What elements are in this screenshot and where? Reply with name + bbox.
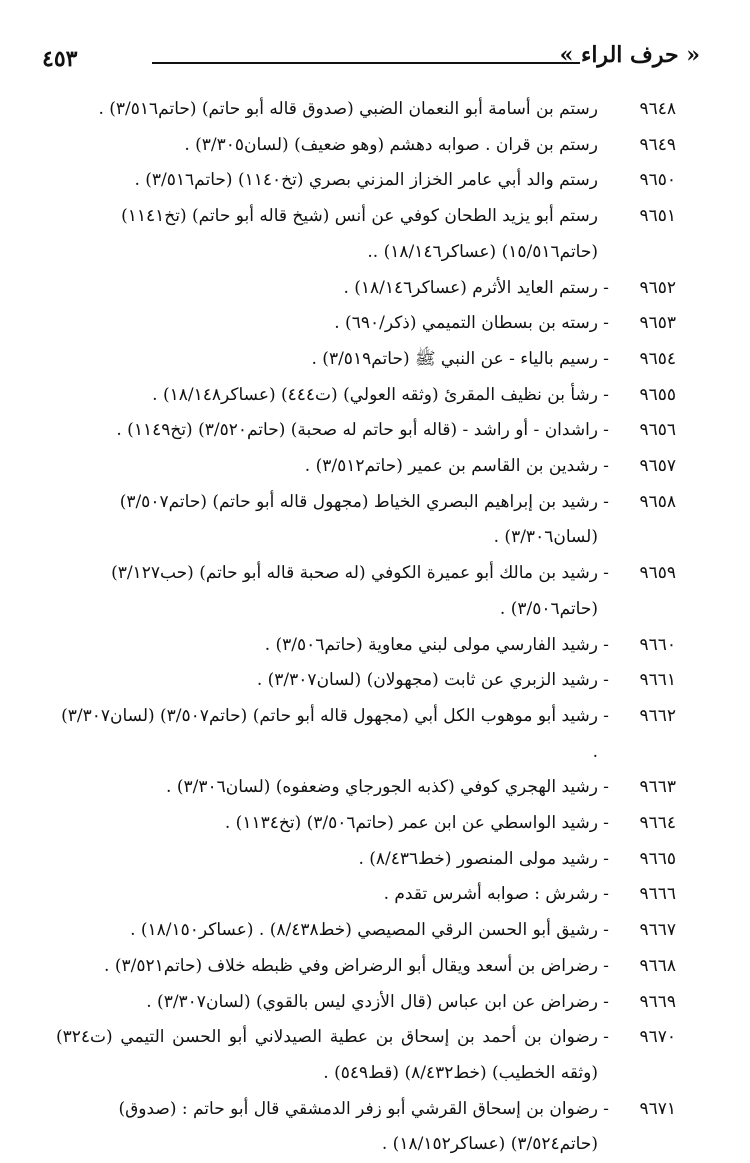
entry-dash: - (603, 420, 609, 441)
entry-number: ٩٦٥٦ (639, 420, 676, 441)
list-item (56, 485, 676, 556)
entry-number: ٩٦٦٦ (639, 884, 676, 905)
list-item (56, 628, 676, 664)
entry-number: ٩٦٧٠ (639, 1027, 676, 1048)
entry-text: رستم والد أبي عامر الخزاز المزني بصري (تخ١١٤٠) (حاتم٣/٥١٦) . (134, 170, 598, 191)
entry-number: ٩٦٥١ (639, 206, 676, 227)
entry-text: رشيد مولى المنصور (خط٨/٤٣٦) . (358, 848, 598, 869)
header-rule (152, 62, 580, 64)
list-item (56, 663, 676, 699)
list-item (56, 199, 676, 270)
entry-dash: - (603, 1098, 609, 1119)
list-item (56, 271, 676, 307)
entry-text: رسته بن بسطان التميمي (ذكر/٦٩٠) . (334, 313, 598, 334)
entry-number: ٩٦٤٨ (639, 99, 676, 119)
list-item (56, 806, 676, 842)
entry-dash: - (603, 634, 609, 655)
list-item (56, 877, 676, 913)
list-item (56, 1092, 676, 1163)
entry-number: ٩٦٦٥ (639, 848, 676, 869)
entry-text: رشدين بن القاسم بن عمير (حاتم٣/٥١٢) . (304, 456, 598, 477)
entry-text: رشيد بن إبراهيم البصري الخياط (مجهول قاله أبو حاتم) (حاتم٣/٥٠٧) (لسان٣/٣٠٦) . (119, 491, 598, 548)
entry-number: ٩٦٦١ (639, 670, 676, 691)
entry-dash: - (603, 277, 609, 298)
list-item (56, 913, 676, 949)
entry-dash: - (603, 920, 609, 941)
entry-text: رستم العايد الأثرم (عساكر١٨/١٤٦) . (343, 277, 598, 298)
list-item (56, 556, 676, 627)
entry-dash: - (603, 813, 609, 834)
entry-number: ٩٦٦٨ (639, 955, 676, 976)
list-item (56, 770, 676, 806)
list-item (56, 842, 676, 878)
entry-number: ٩٦٥٧ (639, 456, 676, 477)
entry-text: رضراض بن أسعد ويقال أبو الرضراض وفي ظبطه خلاف (حاتم٣/٥٢١) . (104, 955, 598, 976)
entry-text: رشيد بن مالك أبو عميرة الكوفي (له صحبة قاله أبو حاتم) (حب٣/١٢٧) (حاتم٣/٥٠٦) . (111, 563, 598, 619)
entry-dash: - (603, 1027, 609, 1048)
list-item (56, 949, 676, 985)
entry-dash: - (603, 955, 609, 976)
entry-text: رضراض عن ابن عباس (قال الأزدي ليس بالقوي) (لسان٣/٣٠٧) . (146, 991, 598, 1012)
entry-text: رستم أبو يزيد الطحان كوفي عن أنس (شيخ قاله أبو حاتم) (تخ١١٤١) (حاتم١٥/٥١٦) (عساكر١٨/١٤٦) .. (121, 206, 598, 262)
entry-number: ٩٦٦٠ (639, 634, 676, 655)
entry-number: ٩٦٥٢ (639, 277, 676, 298)
list-item (56, 699, 676, 770)
entry-number: ٩٦٥٩ (639, 563, 676, 584)
entry-dash: - (603, 384, 609, 405)
list-item (56, 92, 676, 128)
entry-number: ٩٦٥٤ (639, 348, 676, 369)
entry-text: رشيد الزبري عن ثابت (مجهولان) (لسان٣/٣٠٧) . (256, 670, 598, 691)
entry-text: رشرش : صوابه أشرس تقدم . (383, 884, 598, 905)
running-head: « حرف الراء » (559, 42, 700, 68)
entry-dash: - (603, 777, 609, 798)
list-item (56, 413, 676, 449)
entry-number: ٩٦٧١ (639, 1098, 676, 1119)
entry-dash: - (603, 991, 609, 1012)
list-item (56, 449, 676, 485)
entry-number: ٩٦٦٤ (639, 813, 676, 834)
entry-dash: - (603, 491, 609, 512)
entry-text: رضوان بن إسحاق القرشي أبو زفر الدمشقي قال أبو حاتم : (صدوق) (حاتم٣/٥٢٤) (عساكر١٨/١٥٢) . (118, 1098, 598, 1155)
list-item (56, 985, 676, 1021)
list-item (56, 128, 676, 164)
entry-dash: - (603, 456, 609, 477)
entry-dash: - (603, 348, 609, 369)
entry-text: رشأ بن نظيف المقرئ (وثقه العولي) (ت٤٤٤) (عساكر١٨/١٤٨) . (152, 384, 598, 405)
page-header (40, 40, 700, 74)
list-item (56, 378, 676, 414)
entry-text: رشيد أبو موهوب الكل أبي (مجهول قاله أبو حاتم) (حاتم٣/٥٠٧) (لسان٣/٣٠٧) . (61, 705, 598, 762)
entry-dash: - (603, 848, 609, 869)
entry-dash: - (603, 563, 609, 584)
entry-number: ٩٦٥٠ (639, 170, 676, 191)
entry-number: ٩٦٦٩ (639, 991, 676, 1012)
entry-text: رشيد الهجري كوفي (كذبه الجورجاي وضعفوه) (لسان٣/٣٠٦) . (166, 777, 598, 798)
entry-dash: - (603, 313, 609, 334)
entry-number: ٩٦٦٣ (639, 777, 676, 798)
entry-number: ٩٦٤٩ (639, 134, 676, 155)
list-item (56, 342, 676, 378)
entry-text: رضوان بن أحمد بن إسحاق بن عطية الصيدلاني أبو الحسن التيمي (ت٣٢٤) (وثقه الخطيب) (خط٨/٤٣٢) (قط٥٤٩) . (56, 1027, 598, 1083)
entry-number: ٩٦٥٨ (639, 491, 676, 512)
entry-text: رستم بن أسامة أبو النعمان الضبي (صدوق قاله أبو حاتم) (حاتم٣/٥١٦) . (98, 99, 598, 119)
list-item (56, 306, 676, 342)
entry-text: رستم بن قران . صوابه دهشم (وهو ضعيف) (لسان٣/٣٠٥) . (184, 134, 598, 155)
entry-number: ٩٦٦٢ (639, 705, 676, 726)
entry-text: راشدان - أو راشد - (قاله أبو حاتم له صحبة) (حاتم٣/٥٢٠) (تخ١١٤٩) . (116, 420, 598, 441)
entry-text: رشيد الفارسي مولى لبني معاوية (حاتم٣/٥٠٦) . (264, 634, 598, 655)
entry-dash: - (603, 884, 609, 905)
page-number: ٤٥٣ (42, 46, 78, 72)
entry-dash: - (603, 670, 609, 691)
entry-number: ٩٦٥٥ (639, 384, 676, 405)
list-item (56, 1020, 676, 1091)
entry-dash: - (603, 705, 609, 726)
entry-number: ٩٦٦٧ (639, 920, 676, 941)
list-item (56, 163, 676, 199)
entry-text: رشيق أبو الحسن الرقي المصيصي (خط٨/٤٣٨) . (عساكر١٨/١٥٠) . (130, 920, 598, 941)
entries-list (56, 92, 676, 1163)
entry-number: ٩٦٥٣ (639, 313, 676, 334)
entry-text: رشيد الواسطي عن ابن عمر (حاتم٣/٥٠٦) (تخ١١٣٤) . (224, 813, 598, 834)
entry-text: رسيم بالياء - عن النبي ﷺ (حاتم٣/٥١٩) . (311, 348, 598, 369)
